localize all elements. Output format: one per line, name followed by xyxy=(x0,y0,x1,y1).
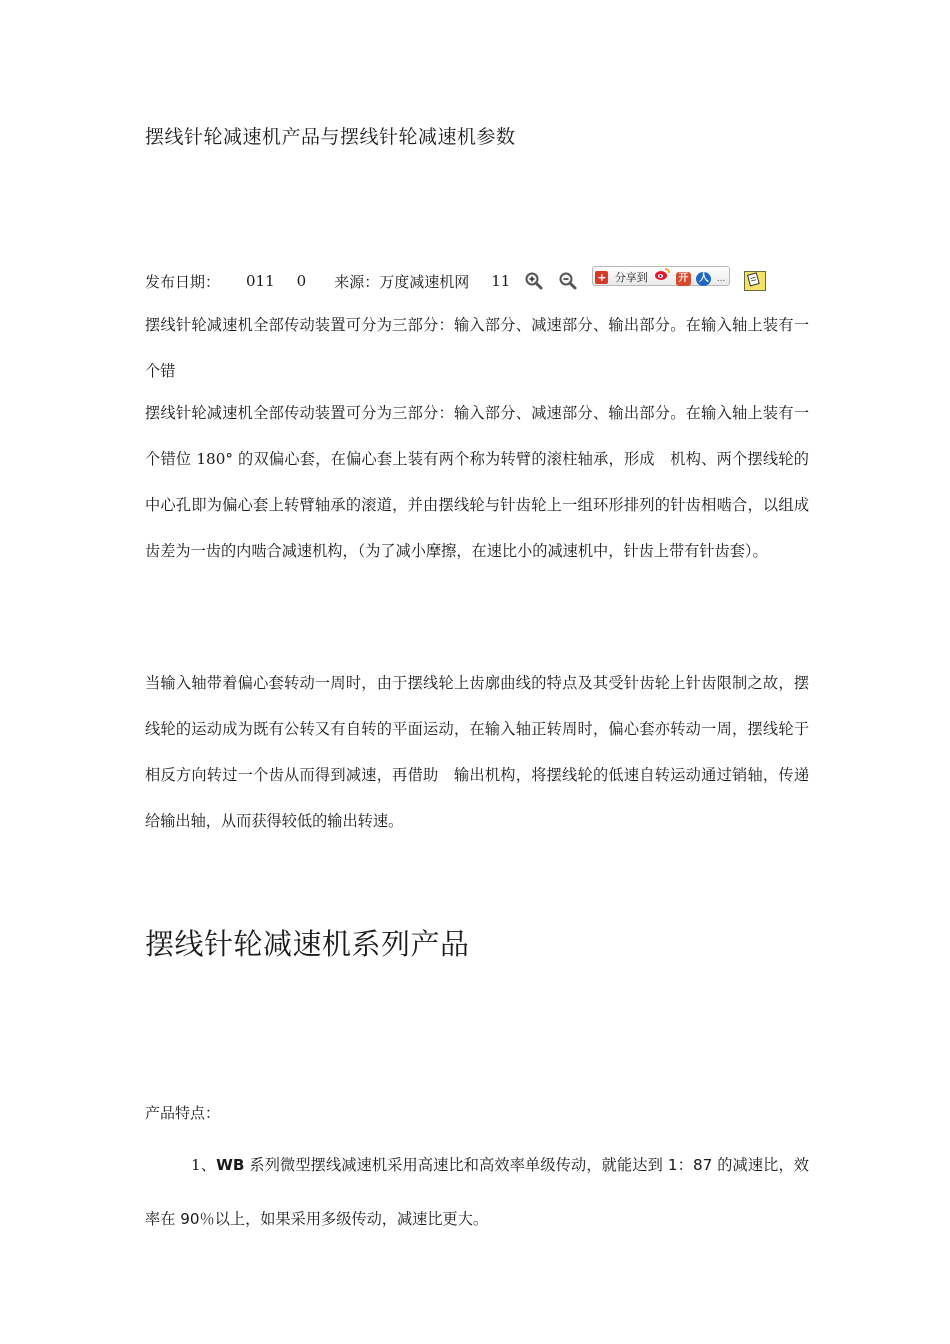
feature-item-1 xyxy=(145,1138,809,1246)
feature-efficiency: 90％ xyxy=(180,1210,215,1228)
section-title: 摆线针轮减速机系列产品 xyxy=(145,927,470,961)
date-part2: 0 xyxy=(296,272,307,290)
feature-text-b: 的减速比，效率在 xyxy=(145,1156,809,1228)
feature-text-a: 系列微型摆线减速机采用高速比和高效率单级传动，就能达到 xyxy=(244,1156,668,1174)
date-part1: 011 xyxy=(246,272,275,290)
share-plus-icon: + xyxy=(597,271,607,284)
feature-text-c: 以上，如果采用多级传动，减速比更大。 xyxy=(214,1210,489,1228)
feature-number: 1、 xyxy=(191,1156,217,1174)
copy-icon[interactable] xyxy=(744,271,766,291)
kaixin-icon[interactable]: 开 xyxy=(676,272,691,286)
article-title: 摆线针轮减速机产品与摆线针轮减速机参数 xyxy=(145,126,516,148)
share-button[interactable] xyxy=(592,266,730,286)
features-label: 产品特点： xyxy=(145,1104,221,1122)
zoom-out-icon[interactable] xyxy=(558,271,578,291)
renren-icon[interactable]: 人 xyxy=(696,272,711,286)
source-label: 来源：万度减速机网 xyxy=(334,272,470,291)
feature-ratio: 1：87 xyxy=(667,1156,713,1174)
summary-paragraph: 摆线针轮减速机全部传动装置可分为三部分：输入部分、减速部分、输出部分。在输入轴上装有一个错 xyxy=(145,316,809,380)
zoom-in-icon[interactable] xyxy=(524,271,544,291)
sina-weibo-icon[interactable] xyxy=(654,267,670,281)
article-meta xyxy=(145,270,766,292)
paragraph-2: 当输入轴带着偏心套转动一周时，由于摆线轮上齿廓曲线的特点及其受针齿轮上针齿限制之故，摆线轮的运动成为既有公转又有自转的平面运动，在输入轴正转周时，偏心套亦转动一周，摆线轮于相反方向转过一个齿从而得到减速，再借助 输出机构，将摆线轮的低速自转运动通过销轴，传递给输出轴，从而获得较低的输出转速。 xyxy=(145,674,809,830)
share-more[interactable]: ... xyxy=(716,274,726,284)
feature-model: WB xyxy=(216,1156,245,1174)
date-label: 发布日期： xyxy=(145,272,221,291)
paragraph-1: 摆线针轮减速机全部传动装置可分为三部分：输入部分、减速部分、输出部分。在输入轴上装有一个错位 180° 的双偏心套，在偏心套上装有两个称为转臂的滚柱轴承，形成 机构、两个摆线轮的中心孔即为偏心套上转臂轴承的滚道，并由摆线轮与针齿轮上一组环形排列的针齿相啮合，以组成齿差为一齿的内啮合减速机构，（为了减小摩擦，在速比小的减速机中，针齿上带有针齿套）。 xyxy=(145,404,809,560)
share-label: 分享到 xyxy=(614,271,648,284)
view-count: 11 xyxy=(491,272,511,290)
